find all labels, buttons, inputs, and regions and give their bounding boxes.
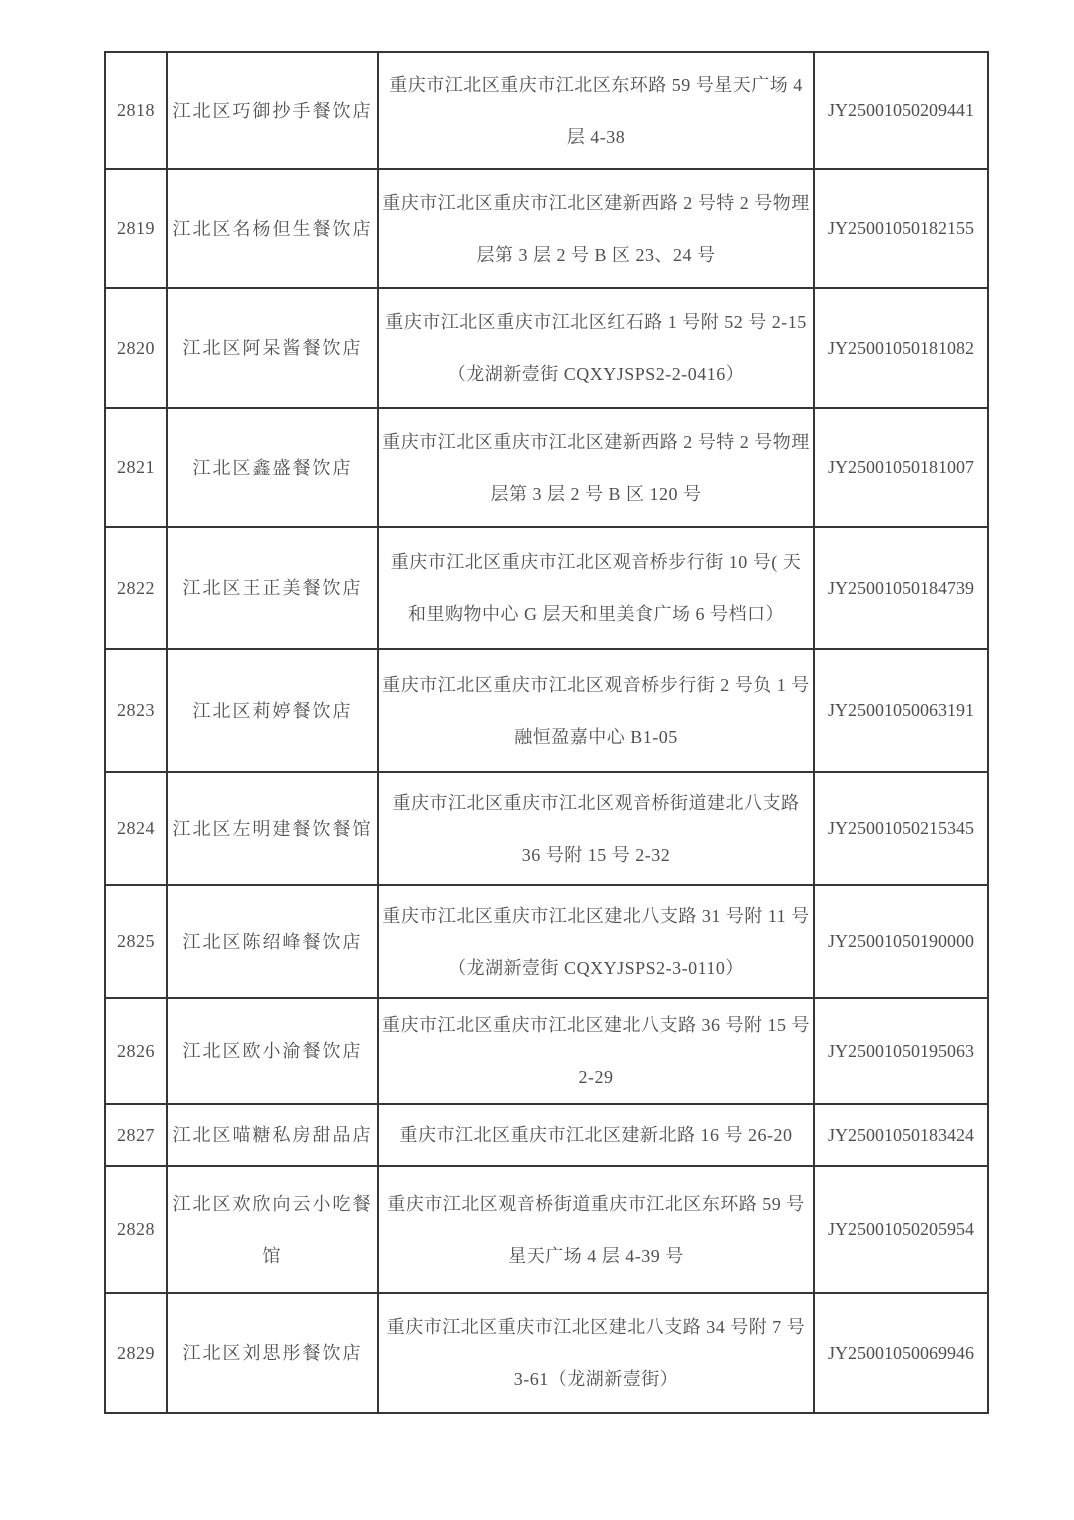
row-index: 2819 <box>105 169 167 288</box>
table-row <box>105 772 988 885</box>
table-row <box>105 998 988 1104</box>
business-address: 重庆市江北区重庆市江北区观音桥街道建北八支路 36 号附 15 号 2-32 <box>378 772 814 885</box>
business-name: 江北区欧小渝餐饮店 <box>167 998 378 1104</box>
license-number: JY25001050195063 <box>814 998 988 1104</box>
row-index: 2826 <box>105 998 167 1104</box>
license-number: JY25001050183424 <box>814 1104 988 1166</box>
license-number: JY25001050209441 <box>814 52 988 169</box>
license-number: JY25001050181007 <box>814 408 988 527</box>
row-index: 2823 <box>105 649 167 772</box>
business-name: 江北区名杨但生餐饮店 <box>167 169 378 288</box>
table-body <box>105 52 988 1413</box>
license-number: JY25001050182155 <box>814 169 988 288</box>
business-license-table <box>104 51 989 1414</box>
license-number: JY25001050063191 <box>814 649 988 772</box>
business-address: 重庆市江北区重庆市江北区观音桥步行街 2 号负 1 号融恒盈嘉中心 B1-05 <box>378 649 814 772</box>
license-number: JY25001050069946 <box>814 1293 988 1413</box>
business-address: 重庆市江北区观音桥街道重庆市江北区东环路 59 号星天广场 4 层 4-39 号 <box>378 1166 814 1293</box>
row-index: 2827 <box>105 1104 167 1166</box>
business-address: 重庆市江北区重庆市江北区建新西路 2 号特 2 号物理层第 3 层 2 号 B 区 120 号 <box>378 408 814 527</box>
business-address: 重庆市江北区重庆市江北区东环路 59 号星天广场 4 层 4-38 <box>378 52 814 169</box>
business-address: 重庆市江北区重庆市江北区建新西路 2 号特 2 号物理层第 3 层 2 号 B 区 23、24 号 <box>378 169 814 288</box>
license-number: JY25001050215345 <box>814 772 988 885</box>
business-name: 江北区左明建餐饮餐馆 <box>167 772 378 885</box>
table-row <box>105 1166 988 1293</box>
business-address: 重庆市江北区重庆市江北区红石路 1 号附 52 号 2-15（龙湖新壹街 CQXYJSPS2-2-0416） <box>378 288 814 408</box>
row-index: 2824 <box>105 772 167 885</box>
row-index: 2820 <box>105 288 167 408</box>
business-address: 重庆市江北区重庆市江北区建北八支路 34 号附 7 号 3-61（龙湖新壹街） <box>378 1293 814 1413</box>
table-row <box>105 408 988 527</box>
business-name: 江北区王正美餐饮店 <box>167 527 378 649</box>
business-name: 江北区欢欣向云小吃餐馆 <box>167 1166 378 1293</box>
license-number: JY25001050181082 <box>814 288 988 408</box>
table-row <box>105 169 988 288</box>
business-name: 江北区陈绍峰餐饮店 <box>167 885 378 998</box>
table-row <box>105 1104 988 1166</box>
table-row <box>105 1293 988 1413</box>
license-number: JY25001050205954 <box>814 1166 988 1293</box>
row-index: 2822 <box>105 527 167 649</box>
table-row <box>105 52 988 169</box>
table-row <box>105 885 988 998</box>
table-row <box>105 527 988 649</box>
business-address: 重庆市江北区重庆市江北区建北八支路 36 号附 15 号 2-29 <box>378 998 814 1104</box>
business-address: 重庆市江北区重庆市江北区建北八支路 31 号附 11 号（龙湖新壹街 CQXYJSPS2-3-0110） <box>378 885 814 998</box>
business-name: 江北区鑫盛餐饮店 <box>167 408 378 527</box>
business-name: 江北区莉婷餐饮店 <box>167 649 378 772</box>
table-row <box>105 288 988 408</box>
row-index: 2828 <box>105 1166 167 1293</box>
row-index: 2821 <box>105 408 167 527</box>
row-index: 2829 <box>105 1293 167 1413</box>
business-name: 江北区刘思彤餐饮店 <box>167 1293 378 1413</box>
business-name: 江北区阿呆酱餐饮店 <box>167 288 378 408</box>
business-address: 重庆市江北区重庆市江北区建新北路 16 号 26-20 <box>378 1104 814 1166</box>
license-number: JY25001050190000 <box>814 885 988 998</box>
business-address: 重庆市江北区重庆市江北区观音桥步行街 10 号( 天和里购物中心 G 层天和里美食广场 6 号档口） <box>378 527 814 649</box>
business-name: 江北区喵糖私房甜品店 <box>167 1104 378 1166</box>
business-name: 江北区巧御抄手餐饮店 <box>167 52 378 169</box>
row-index: 2825 <box>105 885 167 998</box>
row-index: 2818 <box>105 52 167 169</box>
license-number: JY25001050184739 <box>814 527 988 649</box>
table-row <box>105 649 988 772</box>
